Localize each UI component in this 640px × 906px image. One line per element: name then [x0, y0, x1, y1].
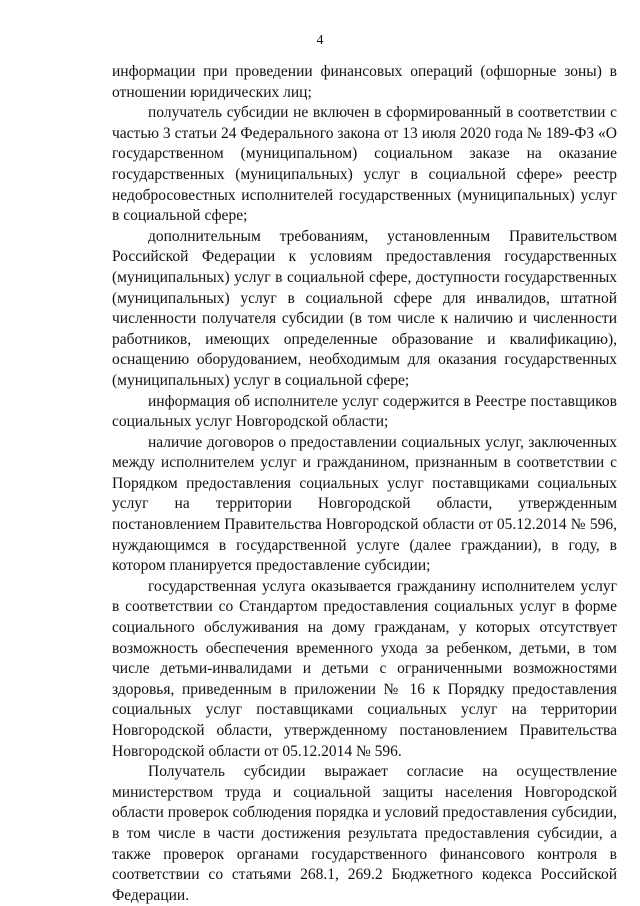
paragraph-provider-registry: информация об исполнителе услуг содержится в Реестре поставщиков социальных услуг Новгородской области;	[112, 392, 617, 431]
paragraph-audit-consent: Получатель субсидии выражает согласие на осуществление министерством труда и социальной защиты населения Новгородской области проверок соблюдения порядка и условий предоставления субсидии, в том числе в части достижения результата предоставления субсидии, а также проверок органами государственного финансового контроля в соответствии со статьями 268.1, 269.2 Бюджетного кодекса Российской Федерации.	[112, 763, 617, 904]
page-number: 4	[316, 33, 324, 48]
document-body	[112, 62, 617, 906]
paragraph-service-contracts: наличие договоров о предоставлении социальных услуг, заключенных между исполнителем услуг и гражданином, признанным в соответствии с Порядком предоставления социальных услуг поставщиками социальных услуг на территории Новгородской области, утвержденным постановлением Правительства Новгородской области от 05.12.2014 № 596, нуждающимся в государственной услуге (далее граждании), в году, в котором планируется предоставление субсидии;	[112, 433, 617, 575]
paragraph-unreliable-registry: получатель субсидии не включен в сформированный в соответствии с частью 3 статьи 24 Федерального закона от 13 июля 2020 года № 189-ФЗ «О государственном (муниципальном) социальном заказе на оказание государственных (муниципальных) услуг в социальной сфере» реестр недобросовестных исполнителей государственных (муниципальных) услуг в социальной сфере;	[112, 104, 617, 225]
paragraph-additional-requirements: дополнительным требованиям, установленным Правительством Российской Федерации к условиям предоставления государственных (муниципальных) услуг в социальной сфере, доступности государственных (муниципальных) услуг в социальной сфере для инвалидов, штатной численности получателя субсидии (в том числе к наличию и численности работников, имеющих определенные образование и квалификацию), оснащению оборудованием, необходимым для оказания государственных (муниципальных) услуг в социальной сфере;	[112, 227, 617, 389]
paragraph-offshore-continuation: информации при проведении финансовых операций (офшорные зоны) в отношении юридических лиц;	[112, 63, 617, 101]
paragraph-service-standard: государственная услуга оказывается гражданину исполнителем услуг в соответствии со Стандартом предоставления социальных услуг в форме социального обслуживания на дому гражданам, у которых отсутствует возможность обеспечения временного ухода за ребенком, детьми, в том числе детьми-инвалидами и детьми с ограниченными возможностями здоровья, приведенным в приложении № 16 к Порядку предоставления социальных услуг поставщиками социальных услуг на территории Новгородской области, утвержденному постановлением Правительства Новгородской области от 05.12.2014 № 596.	[112, 577, 617, 760]
